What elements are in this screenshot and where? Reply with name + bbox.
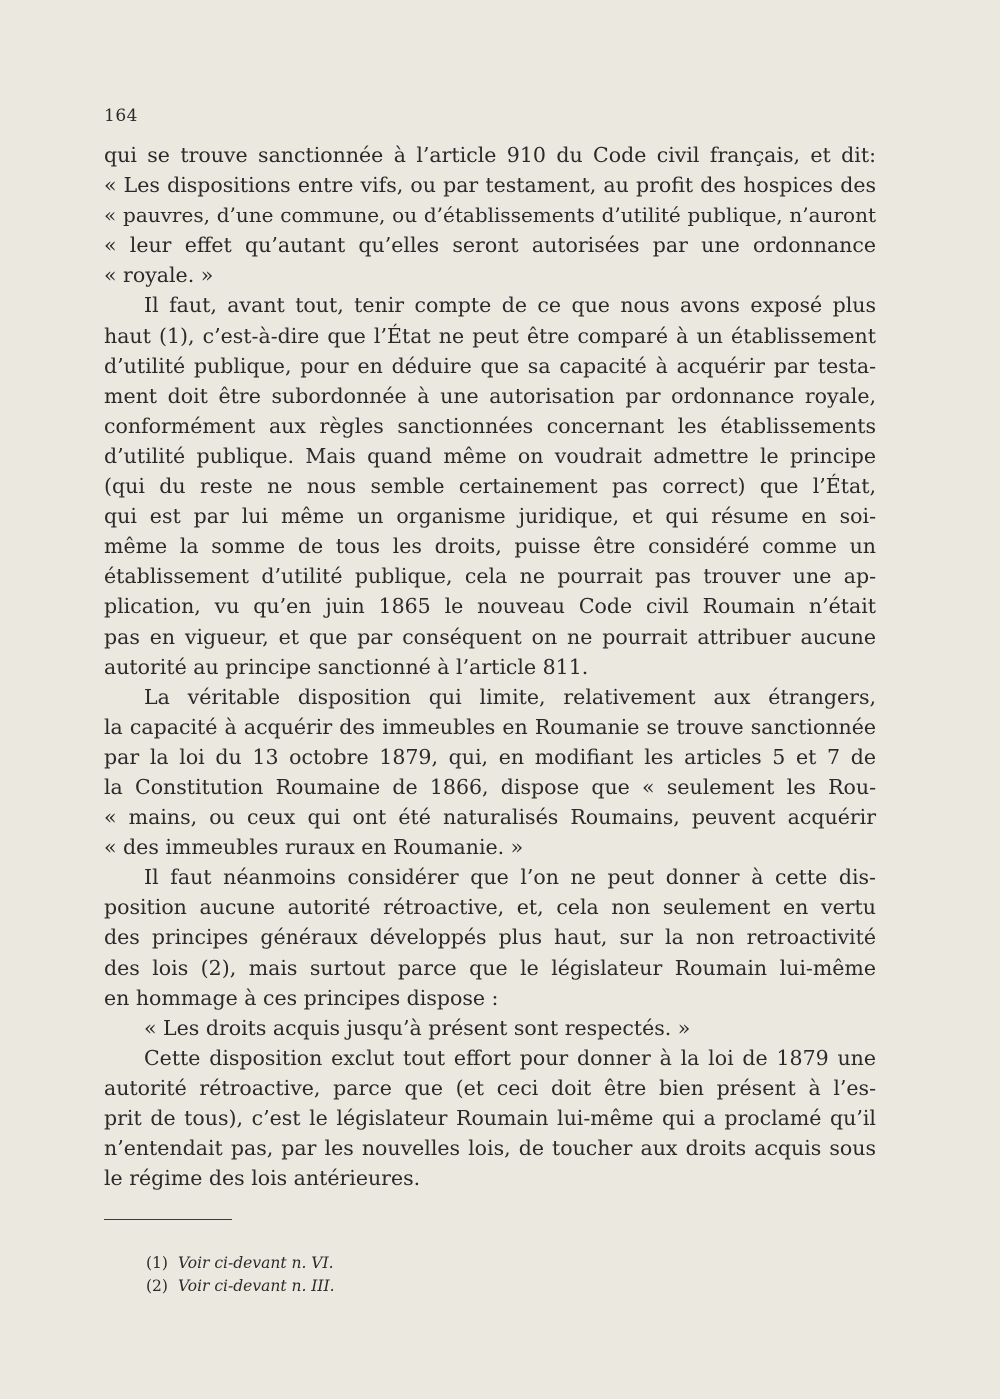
text-line: Il faut, avant tout, tenir compte de ce que nous avons exposé plus <box>144 293 876 318</box>
text-line: (qui du reste ne nous semble certainement pas correct) que l’État, <box>104 474 876 499</box>
page-number: 164 <box>104 106 138 126</box>
text-line: « pauvres, d’une commune, ou d’établissements d’utilité publique, n’auront <box>104 203 876 228</box>
text-line: conformément aux règles sanctionnées concernant les établissements <box>104 413 876 438</box>
text-line: autorité rétroactive, parce que (et ceci doit être bien présent à l’es- <box>104 1075 876 1100</box>
text-line: des lois (2), mais surtout parce que le législateur Roumain lui-même <box>104 955 876 980</box>
text-line: « royale. » <box>104 263 214 288</box>
footnote <box>146 1252 335 1275</box>
text-line: d’utilité publique. Mais quand même on voudrait admettre le principe <box>104 443 876 468</box>
text-line: en hommage à ces principes dispose : <box>104 985 499 1010</box>
text-line: qui est par lui même un organisme juridique, et qui résume en soi- <box>104 504 876 529</box>
text-line: position aucune autorité rétroactive, et, cela non seulement en vertu <box>104 895 876 920</box>
text-line: ment doit être subordonnée à une autorisation par ordonnance royale, <box>104 383 876 408</box>
text-line: des principes généraux développés plus haut, sur la non retroactivité <box>104 925 876 950</box>
text-line: la Constitution Roumaine de 1866, dispose que « seulement les Rou- <box>104 774 876 799</box>
text-line: la capacité à acquérir des immeubles en Roumanie se trouve sanctionnée <box>104 714 876 739</box>
text-line: « des immeubles ruraux en Roumanie. » <box>104 835 524 860</box>
text-line: prit de tous), c’est le législateur Roumain lui-même qui a proclamé qu’il <box>104 1106 876 1130</box>
text-line: établissement d’utilité publique, cela ne pourrait pas trouver une ap- <box>104 564 876 589</box>
text-line: par la loi du 13 octobre 1879, qui, en modifiant les articles 5 et 7 de <box>104 744 876 769</box>
text-line: pas en vigueur, et que par conséquent on ne pourrait attribuer aucune <box>104 624 876 649</box>
text-line: Il faut néanmoins considérer que l’on ne peut donner à cette dis- <box>144 865 876 890</box>
text-line: « mains, ou ceux qui ont été naturalisés Roumains, peuvent acquérir <box>104 805 876 830</box>
text-line: d’utilité publique, pour en déduire que sa capacité à acquérir par testa- <box>104 353 876 378</box>
footnote-mark: (2) <box>146 1277 168 1295</box>
body-text <box>104 140 876 1193</box>
footnote-mark: (1) <box>146 1254 168 1272</box>
text-line: même la somme de tous les droits, puisse être considéré comme un <box>104 534 876 559</box>
text-line: n’entendait pas, par les nouvelles lois, de toucher aux droits acquis sous <box>104 1136 876 1161</box>
text-line: qui se trouve sanctionnée à l’article 910 du Code civil français, et dit: <box>104 143 876 167</box>
footnotes <box>146 1252 335 1298</box>
text-line: « leur effet qu’autant qu’elles seront autorisées par une ordonnance <box>104 233 876 258</box>
text-line: autorité au principe sanctionné à l’article 811. <box>104 654 589 679</box>
footnote-text: Voir ci-devant n. III. <box>177 1277 335 1295</box>
text-line: plication, vu qu’en juin 1865 le nouveau Code civil Roumain n’était <box>104 594 876 619</box>
text-line: « Les dispositions entre vifs, ou par testament, au profit des hospices des <box>104 173 876 198</box>
footnote-divider <box>104 1219 232 1220</box>
text-line: le régime des lois antérieures. <box>104 1166 421 1191</box>
text-line: « Les droits acquis jusqu’à présent sont respectés. » <box>144 1015 691 1040</box>
text-line: haut (1), c’est-à-dire que l’État ne peut être comparé à un établissement <box>104 323 876 348</box>
text-line: La véritable disposition qui limite, relativement aux étrangers, <box>144 684 876 709</box>
text-line: Cette disposition exclut tout effort pour donner à la loi de 1879 une <box>144 1045 876 1070</box>
footnote <box>146 1275 335 1298</box>
footnote-text: Voir ci-devant n. VI. <box>177 1254 334 1272</box>
